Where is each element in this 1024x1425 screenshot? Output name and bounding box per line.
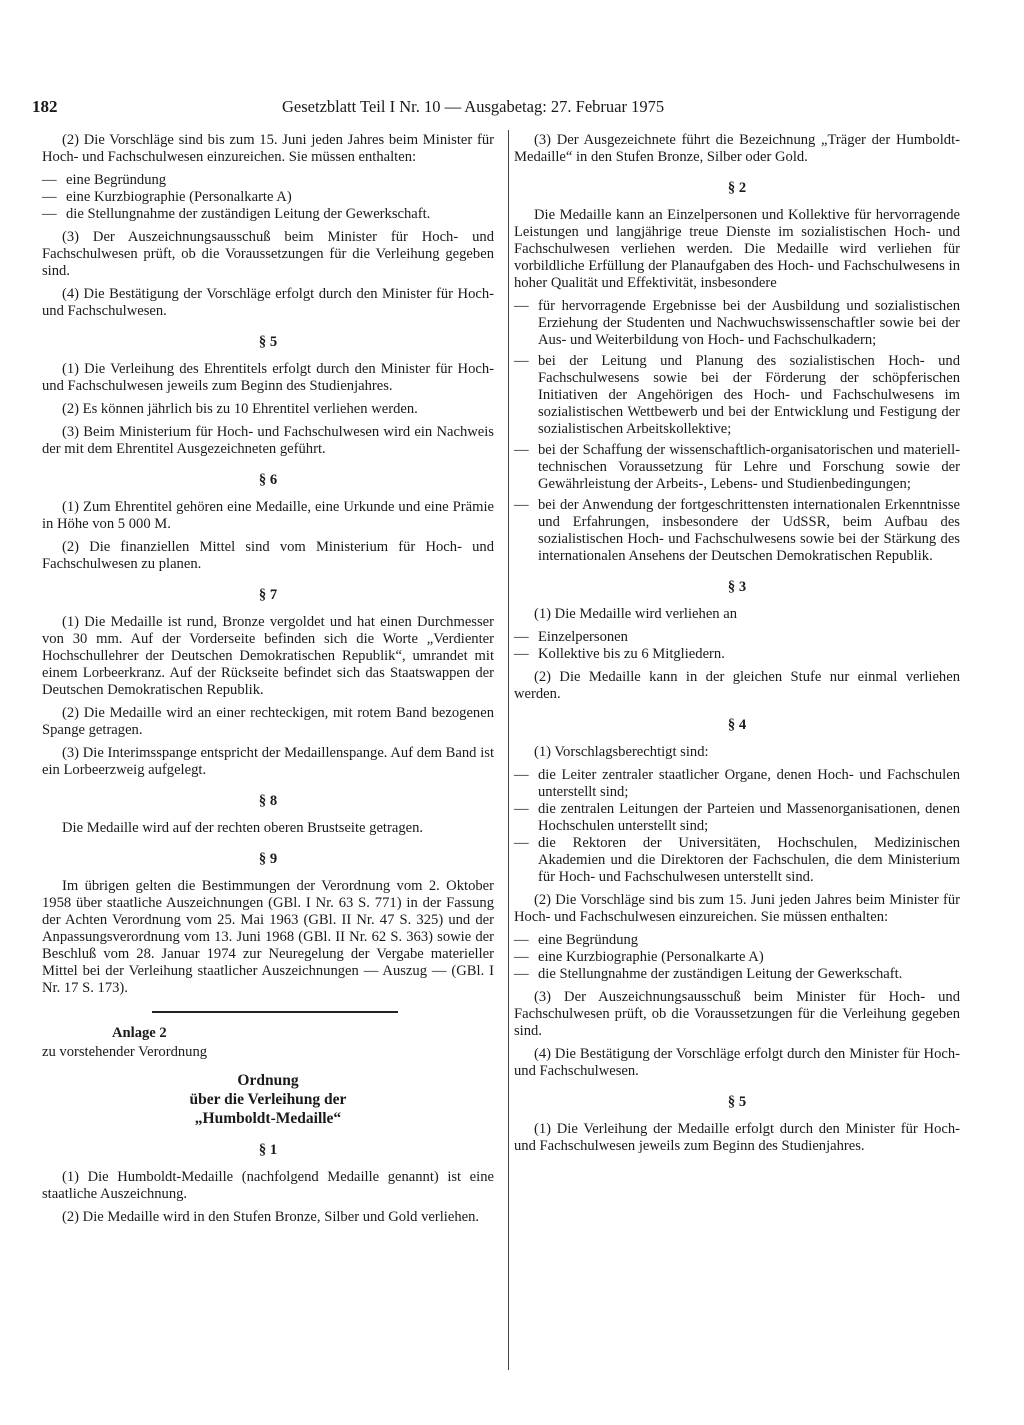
paragraph: (1) Vorschlagsberechtigt sind: — [534, 744, 709, 760]
left-column — [42, 132, 494, 1232]
document-title — [42, 1071, 494, 1128]
list-item: — bei der Anwendung der fortgeschrittensten internationalen Erkenntnisse und Erfahrungen, insbesondere der UdSSR, beim Aufbau des sozialistischen Hoch- und Fachschulwesens sowie bei der Stärkung des internationalen Ansehens der Deutschen Demokratischen Republik. — [514, 497, 960, 565]
section-heading: § 8 — [258, 793, 278, 809]
paragraph: (4) Die Bestätigung der Vorschläge erfolgt durch den Minister für Hoch- und Fachschulwesen. — [42, 286, 494, 319]
dash-list — [514, 932, 960, 983]
dash-list — [42, 172, 494, 223]
paragraph: (1) Die Verleihung des Ehrentitels erfolgt durch den Minister für Hoch- und Fachschulwesen jeweils zum Beginn des Studienjahres. — [42, 361, 494, 394]
paragraph: (2) Die Medaille wird an einer rechteckigen, mit rotem Band bezogenen Spange getragen. — [42, 705, 494, 738]
paragraph: (2) Die Vorschläge sind bis zum 15. Juni jeden Jahres beim Minister für Hoch- und Fachschulwesen einzureichen. Sie müssen enthalten: — [514, 892, 960, 925]
title-line: „Humboldt-Medaille“ — [194, 1110, 342, 1127]
paragraph: (3) Die Interimsspange entspricht der Medaillenspange. Auf dem Band ist ein Lorbeerzweig aufgelegt. — [42, 745, 494, 778]
title-line: Ordnung — [237, 1072, 299, 1089]
page-header — [32, 96, 962, 118]
paragraph: (3) Der Auszeichnungsausschuß beim Minister für Hoch- und Fachschulwesen prüft, ob die Voraussetzungen für die Verleihung gegeben sind. — [42, 229, 494, 279]
section-heading: § 3 — [727, 579, 747, 595]
list-item: — eine Begründung — [514, 932, 960, 949]
annex-label: Anlage 2 — [112, 1025, 167, 1041]
paragraph: (1) Die Humboldt-Medaille (nachfolgend Medaille genannt) ist eine staatliche Auszeichnung. — [42, 1169, 494, 1202]
paragraph: (1) Die Medaille wird verliehen an — [534, 606, 738, 622]
list-item: — Kollektive bis zu 6 Mitgliedern. — [514, 646, 960, 663]
paragraph: (1) Die Verleihung der Medaille erfolgt durch den Minister für Hoch- und Fachschulwesen jeweils zum Beginn des Studienjahres. — [514, 1121, 960, 1154]
dash-list — [514, 767, 960, 886]
page-number: 182 — [32, 97, 58, 116]
list-item: — eine Kurzbiographie (Personalkarte A) — [514, 949, 960, 966]
paragraph: (3) Der Auszeichnungsausschuß beim Minister für Hoch- und Fachschulwesen prüft, ob die Voraussetzungen für die Verleihung gegeben sind. — [514, 989, 960, 1039]
section-heading: § 5 — [727, 1094, 747, 1110]
paragraph: (2) Die Medaille wird in den Stufen Bronze, Silber und Gold verliehen. — [62, 1209, 480, 1225]
paragraph: Im übrigen gelten die Bestimmungen der Verordnung vom 2. Oktober 1958 über staatliche Auszeichnungen (GBl. I Nr. 63 S. 771) in der Fassung der Achten Verordnung vom 25. Mai 1963 (GBl. II Nr. 47 S. 325) und der Anpassungsverordnung vom 13. Juni 1968 (GBl. II Nr. 62 S. 363) sowie der Beschluß vom 28. Januar 1974 zur Neuregelung der Vergabe materieller Mittel bei der Verleihung staatlicher Auszeichnungen — Auszug — (GBl. I Nr. 17 S. 173). — [42, 878, 494, 996]
paragraph: (1) Die Medaille ist rund, Bronze vergoldet und hat einen Durchmesser von 30 mm. Auf der Vorderseite befinden sich die Worte „Verdienter Hochschullehrer der Deutschen Demokratischen Republik“, umrandet mit einem Lorbeerkranz. Auf der Rückseite befindet sich das Staatswappen der Deutschen Demokratischen Republik. — [42, 614, 494, 698]
section-heading: § 2 — [727, 180, 747, 196]
list-item: — Einzelpersonen — [514, 629, 960, 646]
title-line: über die Verleihung der — [189, 1091, 347, 1108]
list-item: — für hervorragende Ergebnisse bei der Ausbildung und sozialistischen Erziehung der Studenten und Nachwuchswissenschaftler sowie bei der Aus- und Weiterbildung von Hoch- und Fachschulkadern; — [514, 298, 960, 349]
paragraph: (3) Beim Ministerium für Hoch- und Fachschulwesen wird ein Nachweis der mit dem Ehrentitel Ausgezeichneten geführt. — [42, 424, 494, 457]
paragraph: (2) Die Medaille kann in der gleichen Stufe nur einmal verliehen werden. — [514, 669, 960, 702]
paragraph: (4) Die Bestätigung der Vorschläge erfolgt durch den Minister für Hoch- und Fachschulwesen. — [514, 1046, 960, 1079]
list-item: — die Stellungnahme der zuständigen Leitung der Gewerkschaft. — [514, 966, 960, 983]
section-heading: § 7 — [258, 587, 278, 603]
section-heading: § 9 — [258, 851, 278, 867]
dash-list — [514, 298, 960, 565]
header-title: Gesetzblatt Teil I Nr. 10 — Ausgabetag: 27. Februar 1975 — [282, 97, 665, 116]
horizontal-rule — [152, 1011, 398, 1013]
list-item: — eine Kurzbiographie (Personalkarte A) — [42, 189, 494, 206]
paragraph: (2) Die Vorschläge sind bis zum 15. Juni jeden Jahres beim Minister für Hoch- und Fachschulwesen einzureichen. Sie müssen enthalten: — [42, 132, 494, 165]
section-heading: § 4 — [727, 717, 747, 733]
section-heading: § 1 — [258, 1142, 278, 1158]
list-item: — bei der Leitung und Planung des sozialistischen Hoch- und Fachschulwesens sowie bei der Förderung der schöpferischen Initiativen der Angehörigen des Hoch- und Fachschulwesens im sozialistischen Wettbewerb und bei der Entwicklung und Festigung der sozialistischen Arbeitskollektive; — [514, 353, 960, 438]
paragraph: Die Medaille kann an Einzelpersonen und Kollektive für hervorragende Leistungen und langjährige treue Dienste im sozialistischen Hoch- und Fachschulwesen verliehen werden. Die Medaille wird verliehen für vorbildliche Erfüllung der Planaufgaben des Hoch- und Fachschulwesens in hoher Qualität und Effektivität, insbesondere — [514, 207, 960, 291]
section-heading: § 5 — [258, 334, 278, 350]
paragraph: (2) Die finanziellen Mittel sind vom Ministerium für Hoch- und Fachschulwesen zu planen. — [42, 539, 494, 572]
right-column — [514, 132, 960, 1161]
column-divider — [508, 130, 509, 1370]
list-item: — bei der Schaffung der wissenschaftlich-organisatorischen und materiell-technischen Voraussetzung für Lehre und Forschung sowie der Gewährleistung der Arbeits-, Lebens- und Studienbedingungen; — [514, 442, 960, 493]
list-item: — die Rektoren der Universitäten, Hochschulen, Medizinischen Akademien und die Direktoren der Fachschulen, die dem Ministerium für Hoch- und Fachschulwesen unterstellt sind. — [514, 835, 960, 886]
paragraph: (3) Der Ausgezeichnete führt die Bezeichnung „Träger der Humboldt-Medaille“ in den Stufen Bronze, Silber oder Gold. — [514, 132, 960, 165]
section-heading: § 6 — [258, 472, 278, 488]
list-item: — die zentralen Leitungen der Parteien und Massenorganisationen, denen Hochschulen unterstellt sind; — [514, 801, 960, 835]
annex-subtitle: zu vorstehender Verordnung — [42, 1044, 208, 1060]
list-item: — eine Begründung — [42, 172, 494, 189]
dash-list — [514, 629, 960, 663]
paragraph: (1) Zum Ehrentitel gehören eine Medaille, eine Urkunde und eine Prämie in Höhe von 5 000 M. — [42, 499, 494, 532]
list-item: — die Stellungnahme der zuständigen Leitung der Gewerkschaft. — [42, 206, 494, 223]
paragraph: Die Medaille wird auf der rechten oberen Brustseite getragen. — [62, 820, 424, 836]
list-item: — die Leiter zentraler staatlicher Organe, denen Hoch- und Fachschulen unterstellt sind; — [514, 767, 960, 801]
paragraph: (2) Es können jährlich bis zu 10 Ehrentitel verliehen werden. — [62, 401, 418, 417]
